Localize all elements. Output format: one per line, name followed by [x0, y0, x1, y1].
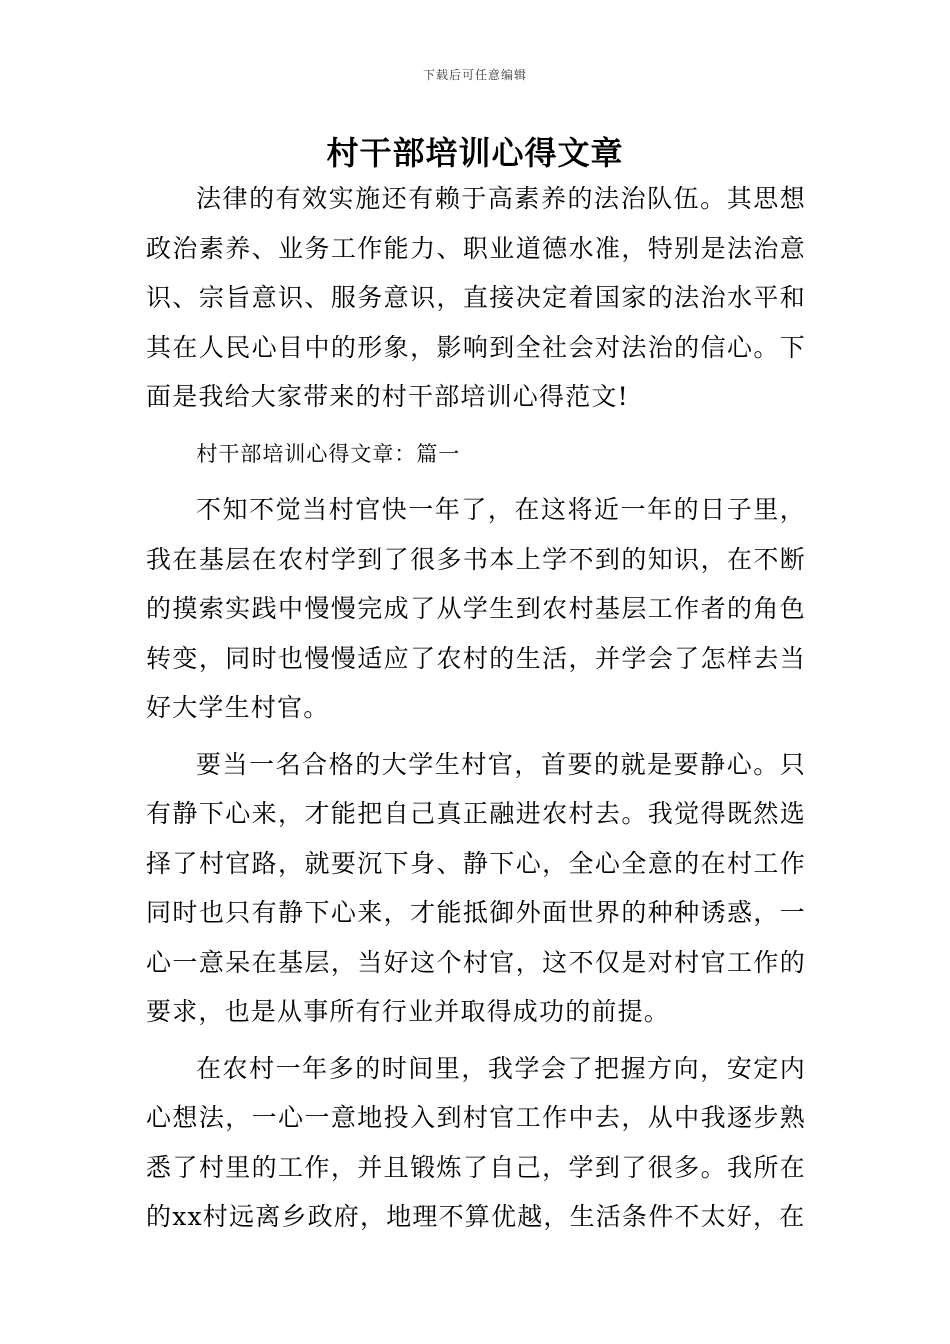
document-body [146, 174, 806, 1242]
section-heading: 村干部培训心得文章：篇一 [196, 441, 461, 466]
body-paragraph-3: 在农村一年多的时间里，我学会了把握方向，安定内心想法，一心一意地投入到村官工作中去，从中我逐步熟悉了村里的工作，并且锻炼了自己，学到了很多。我所在的xx村远离乡政府，地理不算优越，生活条件不太好，在 [146, 1053, 806, 1231]
body-paragraph-2: 要当一名合格的大学生村官，首要的就是要静心。只有静下心来，才能把自己真正融进农村去。我觉得既然选择了村官路，就要沉下身、静下心，全心全意的在村工作同时也只有静下心来，才能抵御外面世界的种种诱惑，一心一意呆在基层，当好这个村官，这不仅是对村官工作的要求，也是从事所有行业并取得成功的前提。 [146, 749, 806, 1026]
intro-paragraph: 法律的有效实施还有赖于高素养的法治队伍。其思想政治素养、业务工作能力、职业道德水准，特别是法治意识、宗旨意识、服务意识，直接决定着国家的法治水平和其在人民心目中的形象，影响到全社会对法治的信心。下面是我给大家带来的村干部培训心得范文! [146, 184, 806, 411]
header-note: 下载后可任意编辑 [422, 68, 527, 82]
body-paragraph-1: 不知不觉当村官快一年了，在这将近一年的日子里，我在基层在农村学到了很多书本上学不到的知识，在不断的摸索实践中慢慢完成了从学生到农村基层工作者的角色转变，同时也慢慢适应了农村的生活，并学会了怎样去当好大学生村官。 [146, 495, 806, 722]
document-title: 村干部培训心得文章 [326, 134, 624, 172]
